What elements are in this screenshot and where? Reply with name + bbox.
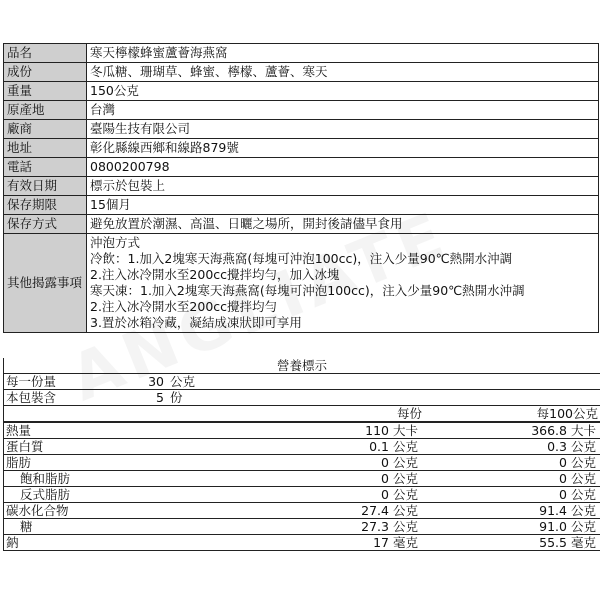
per-100g-value: 0	[559, 455, 567, 470]
servings-unit: 份	[170, 390, 183, 405]
per-serving-unit: 大卡	[393, 423, 419, 438]
info-row	[4, 82, 599, 101]
per-serving-unit: 公克	[393, 455, 419, 470]
per-100g-unit: 大卡	[571, 423, 597, 438]
info-label: 地址	[4, 139, 87, 158]
nutrition-row	[4, 439, 600, 455]
per-100g-value: 366.8	[531, 423, 567, 438]
per-100g-unit: 公克	[571, 439, 597, 454]
info-row	[4, 120, 599, 139]
info-value: 15個月	[87, 196, 599, 215]
info-value: 寒天檸檬蜂蜜蘆薈海燕窩	[87, 44, 599, 63]
info-label: 品名	[4, 44, 87, 63]
per-100g-value: 91.4	[539, 503, 567, 518]
per-100g-unit: 公克	[571, 487, 597, 502]
info-value: 標示於包裝上	[87, 177, 599, 196]
info-label: 有效日期	[4, 177, 87, 196]
nutrient-name: 飽和脂肪	[20, 471, 71, 486]
per-serving-unit: 公克	[393, 503, 419, 518]
per-100g-value: 91.0	[539, 519, 567, 534]
nutrition-row	[4, 471, 600, 487]
nutrient-name: 碳水化合物	[6, 503, 69, 518]
nutrient-name: 蛋白質	[6, 439, 44, 454]
per-100g-unit: 公克	[571, 455, 597, 470]
info-value: 避免放置於潮濕、高溫、日曬之場所，開封後請儘早食用	[87, 215, 599, 234]
nutrition-header-row	[4, 406, 600, 423]
per-serving-value: 0	[381, 487, 389, 502]
per-serving-value: 27.4	[361, 503, 389, 518]
nutrition-row	[4, 455, 600, 471]
nutrition-row	[4, 503, 600, 519]
disclosure-label: 其他揭露事項	[4, 234, 87, 333]
info-label: 保存方式	[4, 215, 87, 234]
disclosure-line: 沖泡方式	[90, 235, 141, 250]
serving-size-row	[4, 374, 600, 390]
info-row	[4, 177, 599, 196]
info-value: 臺陽生技有限公司	[87, 120, 599, 139]
per-100g-value: 0	[559, 471, 567, 486]
info-row	[4, 196, 599, 215]
serving-size-value: 30	[148, 374, 164, 389]
serving-size-unit: 公克	[170, 374, 196, 389]
per-serving-unit: 公克	[393, 519, 419, 534]
info-row	[4, 215, 599, 234]
disclosure-line: 3.置於冰箱冷藏，凝結成凍狀即可享用	[90, 315, 302, 330]
per-100g-value: 0.3	[547, 439, 567, 454]
nutrient-name: 反式脂肪	[20, 487, 71, 502]
per-serving-unit: 毫克	[393, 535, 419, 550]
nutrient-name: 鈉	[6, 535, 19, 550]
info-value: 台灣	[87, 101, 599, 120]
per-serving-unit: 公克	[393, 471, 419, 486]
per-serving-value: 0	[381, 471, 389, 486]
per-serving-value: 0	[381, 455, 389, 470]
nutrient-name: 糖	[20, 519, 33, 534]
info-row	[4, 44, 599, 63]
per-serving-value: 0.1	[369, 439, 389, 454]
info-label: 保存期限	[4, 196, 87, 215]
nutrition-row	[4, 487, 600, 503]
info-label: 原產地	[4, 101, 87, 120]
servings-value: 5	[156, 390, 164, 405]
info-label: 電話	[4, 158, 87, 177]
per-100g-unit: 公克	[571, 471, 597, 486]
nutrition-row	[4, 535, 600, 550]
per-serving-value: 27.3	[361, 519, 389, 534]
disclosure-line: 2.注入冰冷開水至200cc攪拌均勻	[90, 299, 278, 314]
servings-row	[4, 390, 600, 406]
disclosure-line: 2.注入冰冷開水至200cc攪拌均勻，加入冰塊	[90, 267, 340, 282]
serving-size-label: 每一份量	[6, 374, 57, 389]
info-label: 成份	[4, 63, 87, 82]
per-serving-unit: 公克	[393, 487, 419, 502]
info-label: 廠商	[4, 120, 87, 139]
servings-label: 本包裝含	[6, 390, 57, 405]
info-row	[4, 139, 599, 158]
per-100g-unit: 公克	[571, 519, 597, 534]
product-info-table	[3, 43, 599, 333]
nutrition-title: 營養標示	[4, 358, 600, 374]
nutrient-name: 脂肪	[6, 455, 32, 470]
per-100g-value: 55.5	[539, 535, 567, 550]
info-row	[4, 158, 599, 177]
per-100g-unit: 毫克	[571, 535, 597, 550]
per-serving-unit: 公克	[393, 439, 419, 454]
info-row	[4, 101, 599, 120]
disclosure-row	[4, 234, 599, 333]
per-serving-header: 每份	[396, 406, 422, 421]
per-serving-value: 17	[373, 535, 389, 550]
disclosure-line: 冷飲：1.加入2塊寒天海燕窩(每塊可沖泡100cc)，注入少量90℃熱開水沖調	[90, 251, 513, 266]
info-value: 0800200798	[87, 158, 599, 177]
per-100g-unit: 公克	[571, 503, 597, 518]
nutrient-name: 熱量	[6, 423, 32, 438]
info-value: 150公克	[87, 82, 599, 101]
nutrition-row	[4, 519, 600, 535]
info-row	[4, 63, 599, 82]
info-value: 冬瓜糖、珊瑚草、蜂蜜、檸檬、蘆薈、寒天	[87, 63, 599, 82]
info-value: 彰化縣線西鄉和線路879號	[87, 139, 599, 158]
nutrition-facts	[3, 358, 600, 551]
info-label: 重量	[4, 82, 87, 101]
per-100g-value: 0	[559, 487, 567, 502]
disclosure-content	[87, 234, 599, 333]
nutrition-row	[4, 423, 600, 439]
per-serving-value: 110	[365, 423, 389, 438]
per-100g-header: 每100公克	[536, 406, 598, 421]
disclosure-line: 寒天凍：1.加入2塊寒天海燕窩(每塊可沖泡100cc)，注入少量90℃熱開水沖調	[90, 283, 525, 298]
